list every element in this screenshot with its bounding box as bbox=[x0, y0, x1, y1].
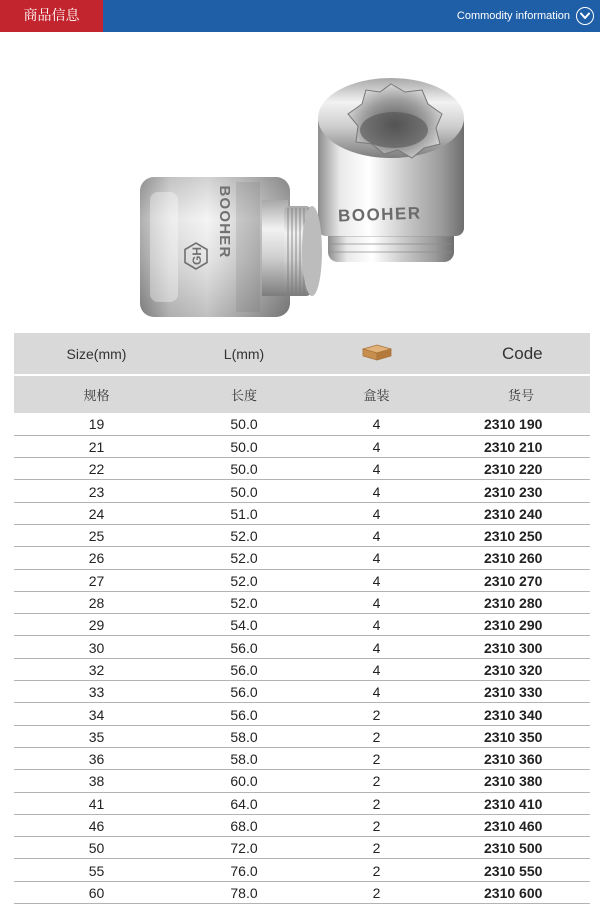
cell-length: 50.0 bbox=[179, 413, 309, 435]
cell-box: 2 bbox=[309, 859, 444, 881]
table-row bbox=[14, 814, 590, 836]
cell-length: 56.0 bbox=[179, 703, 309, 725]
cell-box: 4 bbox=[309, 547, 444, 569]
cell-code: 2310 300 bbox=[444, 636, 590, 658]
cell-code: 2310 460 bbox=[444, 814, 590, 836]
cell-box: 4 bbox=[309, 480, 444, 502]
cell-length: 54.0 bbox=[179, 614, 309, 636]
cell-box: 2 bbox=[309, 881, 444, 903]
cell-size: 35 bbox=[14, 725, 179, 747]
cell-size: 23 bbox=[14, 480, 179, 502]
cell-code: 2310 550 bbox=[444, 859, 590, 881]
cell-code: 2310 290 bbox=[444, 614, 590, 636]
socket-illustration bbox=[0, 32, 600, 332]
table-row bbox=[14, 792, 590, 814]
cell-size: 38 bbox=[14, 770, 179, 792]
cell-box: 2 bbox=[309, 792, 444, 814]
cell-code: 2310 320 bbox=[444, 658, 590, 680]
cell-length: 58.0 bbox=[179, 725, 309, 747]
cell-length: 51.0 bbox=[179, 502, 309, 524]
cell-code: 2310 250 bbox=[444, 524, 590, 546]
header-box-cn: 盒装 bbox=[309, 375, 444, 413]
cell-box: 4 bbox=[309, 502, 444, 524]
cell-size: 29 bbox=[14, 614, 179, 636]
cell-code: 2310 360 bbox=[444, 747, 590, 769]
cell-length: 50.0 bbox=[179, 458, 309, 480]
cell-code: 2310 280 bbox=[444, 591, 590, 613]
cell-box: 2 bbox=[309, 814, 444, 836]
header-bar bbox=[0, 0, 600, 32]
cell-code: 2310 270 bbox=[444, 569, 590, 591]
cell-code: 2310 350 bbox=[444, 725, 590, 747]
table-row bbox=[14, 524, 590, 546]
header-tab-label: 商品信息 bbox=[23, 8, 80, 24]
header-code: Code bbox=[444, 333, 590, 375]
brand-engraving-standing: BOOHER bbox=[337, 203, 422, 226]
table-row bbox=[14, 435, 590, 457]
cell-box: 4 bbox=[309, 569, 444, 591]
cell-size: 25 bbox=[14, 524, 179, 546]
cell-code: 2310 230 bbox=[444, 480, 590, 502]
cell-size: 32 bbox=[14, 658, 179, 680]
cell-length: 56.0 bbox=[179, 681, 309, 703]
table-row bbox=[14, 569, 590, 591]
table-row bbox=[14, 703, 590, 725]
table-header-cn bbox=[14, 375, 590, 413]
cell-box: 4 bbox=[309, 636, 444, 658]
table-row bbox=[14, 614, 590, 636]
cell-box: 4 bbox=[309, 458, 444, 480]
cell-size: 30 bbox=[14, 636, 179, 658]
header-tab bbox=[0, 0, 103, 32]
cell-size: 21 bbox=[14, 435, 179, 457]
cell-code: 2310 500 bbox=[444, 837, 590, 859]
cell-box: 2 bbox=[309, 747, 444, 769]
chevron-down-icon[interactable] bbox=[576, 7, 594, 25]
cell-code: 2310 600 bbox=[444, 881, 590, 903]
cell-size: 41 bbox=[14, 792, 179, 814]
logo-text: GH bbox=[190, 247, 204, 265]
cell-length: 52.0 bbox=[179, 569, 309, 591]
carton-box-icon bbox=[359, 343, 395, 361]
cell-size: 55 bbox=[14, 859, 179, 881]
cell-box: 4 bbox=[309, 658, 444, 680]
table-row bbox=[14, 658, 590, 680]
cell-box: 4 bbox=[309, 413, 444, 435]
cell-length: 58.0 bbox=[179, 747, 309, 769]
cell-code: 2310 210 bbox=[444, 435, 590, 457]
cell-box: 4 bbox=[309, 681, 444, 703]
cell-code: 2310 240 bbox=[444, 502, 590, 524]
cell-length: 50.0 bbox=[179, 480, 309, 502]
cell-size: 34 bbox=[14, 703, 179, 725]
cell-size: 36 bbox=[14, 747, 179, 769]
cell-length: 50.0 bbox=[179, 435, 309, 457]
cell-size: 33 bbox=[14, 681, 179, 703]
header-length: L(mm) bbox=[179, 333, 309, 375]
header-size-cn: 规格 bbox=[14, 375, 179, 413]
socket-standing bbox=[318, 78, 464, 262]
cell-code: 2310 190 bbox=[444, 413, 590, 435]
cell-length: 72.0 bbox=[179, 837, 309, 859]
cell-box: 2 bbox=[309, 770, 444, 792]
table-row bbox=[14, 547, 590, 569]
table-row bbox=[14, 636, 590, 658]
table-row bbox=[14, 480, 590, 502]
header-code-cn: 货号 bbox=[444, 375, 590, 413]
product-photo bbox=[0, 32, 600, 332]
table-row bbox=[14, 770, 590, 792]
table-row bbox=[14, 681, 590, 703]
cell-box: 4 bbox=[309, 614, 444, 636]
table-row bbox=[14, 413, 590, 435]
cell-code: 2310 330 bbox=[444, 681, 590, 703]
cell-size: 46 bbox=[14, 814, 179, 836]
cell-box: 4 bbox=[309, 591, 444, 613]
brand-engraving-lying: BOOHER bbox=[216, 185, 233, 259]
cell-size: 28 bbox=[14, 591, 179, 613]
cell-code: 2310 380 bbox=[444, 770, 590, 792]
table-body bbox=[14, 413, 590, 904]
cell-code: 2310 410 bbox=[444, 792, 590, 814]
cell-code: 2310 220 bbox=[444, 458, 590, 480]
cell-length: 56.0 bbox=[179, 658, 309, 680]
cell-length: 56.0 bbox=[179, 636, 309, 658]
cell-size: 60 bbox=[14, 881, 179, 903]
cell-length: 60.0 bbox=[179, 770, 309, 792]
table-row bbox=[14, 881, 590, 903]
cell-box: 4 bbox=[309, 524, 444, 546]
header-subtitle: Commodity information bbox=[456, 10, 570, 22]
cell-size: 50 bbox=[14, 837, 179, 859]
cell-length: 76.0 bbox=[179, 859, 309, 881]
cell-length: 68.0 bbox=[179, 814, 309, 836]
cell-size: 24 bbox=[14, 502, 179, 524]
cell-length: 52.0 bbox=[179, 547, 309, 569]
cell-box: 2 bbox=[309, 703, 444, 725]
table-header-en bbox=[14, 333, 590, 375]
cell-length: 52.0 bbox=[179, 524, 309, 546]
spec-table bbox=[14, 333, 590, 904]
table-row bbox=[14, 591, 590, 613]
cell-length: 64.0 bbox=[179, 792, 309, 814]
cell-code: 2310 340 bbox=[444, 703, 590, 725]
table-row bbox=[14, 747, 590, 769]
table-row bbox=[14, 837, 590, 859]
cell-box: 2 bbox=[309, 837, 444, 859]
cell-code: 2310 260 bbox=[444, 547, 590, 569]
chevron-down-glyph bbox=[580, 12, 590, 20]
table-row bbox=[14, 458, 590, 480]
header-length-cn: 长度 bbox=[179, 375, 309, 413]
header-size: Size(mm) bbox=[14, 333, 179, 375]
cell-size: 22 bbox=[14, 458, 179, 480]
table-row bbox=[14, 725, 590, 747]
cell-size: 26 bbox=[14, 547, 179, 569]
cell-size: 27 bbox=[14, 569, 179, 591]
cell-size: 19 bbox=[14, 413, 179, 435]
socket-lying bbox=[140, 177, 322, 317]
table-row bbox=[14, 859, 590, 881]
cell-box: 2 bbox=[309, 725, 444, 747]
cell-length: 78.0 bbox=[179, 881, 309, 903]
table-row bbox=[14, 502, 590, 524]
header-box bbox=[309, 333, 444, 375]
cell-length: 52.0 bbox=[179, 591, 309, 613]
cell-box: 4 bbox=[309, 435, 444, 457]
